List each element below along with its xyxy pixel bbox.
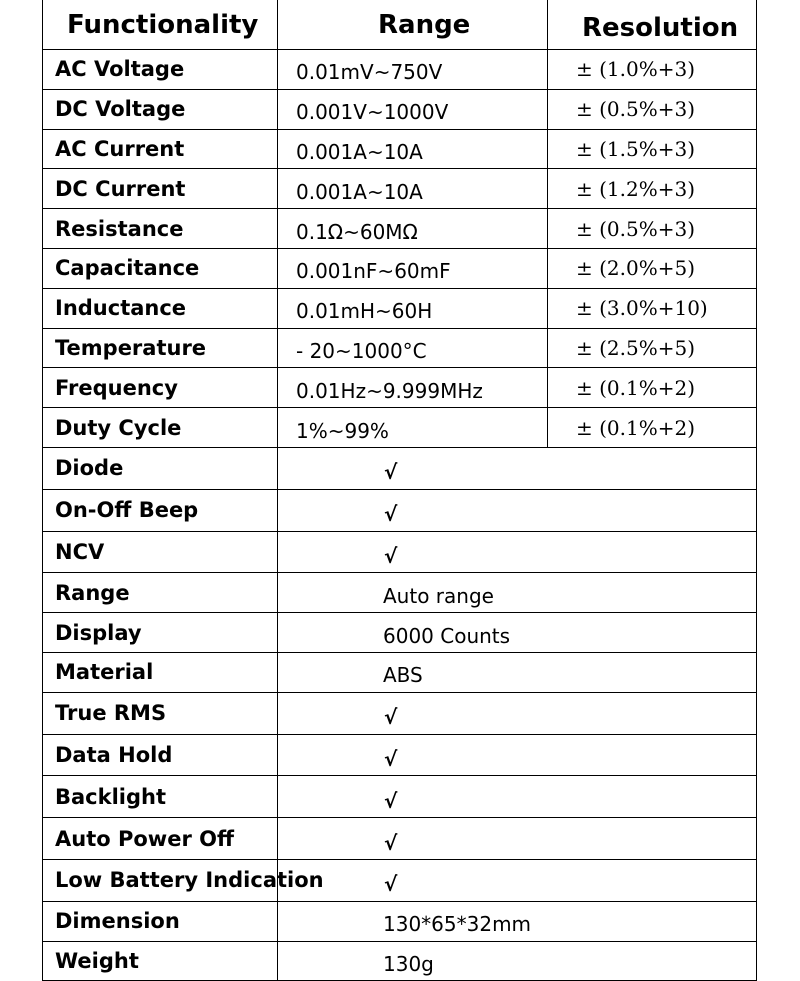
row-range: 0.01mH~60H [278,288,548,328]
feature-row [43,692,757,734]
row-resolution: ± (0.5%+3) [548,209,757,249]
measurement-row [43,248,757,288]
feature-row [43,613,757,653]
measurement-row [43,89,757,129]
row-range: - 20~1000°C [278,328,548,368]
spec-table [42,0,757,981]
row-label: Inductance [43,288,278,328]
row-value: ABS [278,652,757,692]
header-resolution: Resolution [548,0,757,50]
row-label: Duty Cycle [43,408,278,448]
row-range: 0.1Ω~60MΩ [278,209,548,249]
measurement-row [43,408,757,448]
row-value: Auto range [278,573,757,613]
row-label: DC Current [43,169,278,209]
check-mark-icon: √ [278,734,757,776]
feature-row [43,447,757,489]
row-label: Material [43,652,278,692]
check-mark-icon: √ [278,776,757,818]
row-label: Diode [43,447,278,489]
row-label: Auto Power Off [43,818,278,860]
row-label: AC Voltage [43,50,278,90]
row-resolution: ± (0.5%+3) [548,89,757,129]
row-label: Low Battery Indication [43,859,278,901]
measurement-row [43,328,757,368]
row-label: Capacitance [43,248,278,288]
feature-row [43,818,757,860]
row-range: 0.001A~10A [278,169,548,209]
measurement-row [43,169,757,209]
row-resolution: ± (0.1%+2) [548,408,757,448]
row-label: Backlight [43,776,278,818]
row-range: 0.01mV~750V [278,50,548,90]
feature-row [43,573,757,613]
measurement-row [43,368,757,408]
check-mark-icon: √ [278,447,757,489]
row-range: 0.01Hz~9.999MHz [278,368,548,408]
header-range: Range [278,0,548,50]
row-label: Range [43,573,278,613]
row-label: Dimension [43,901,278,941]
row-label: NCV [43,531,278,573]
row-label: Temperature [43,328,278,368]
check-mark-icon: √ [278,489,757,531]
feature-row [43,901,757,941]
feature-row [43,941,757,981]
measurement-row [43,288,757,328]
row-range: 0.001nF~60mF [278,248,548,288]
row-label: DC Voltage [43,89,278,129]
row-label: Display [43,613,278,653]
row-label: True RMS [43,692,278,734]
feature-row [43,652,757,692]
row-label: Data Hold [43,734,278,776]
check-mark-icon: √ [278,818,757,860]
feature-row [43,489,757,531]
row-label: Resistance [43,209,278,249]
row-resolution: ± (2.0%+5) [548,248,757,288]
row-range: 1%~99% [278,408,548,448]
measurement-row [43,129,757,169]
row-label: Frequency [43,368,278,408]
feature-row [43,859,757,901]
row-resolution: ± (1.5%+3) [548,129,757,169]
row-label: On-Off Beep [43,489,278,531]
row-range: 0.001A~10A [278,129,548,169]
check-mark-icon: √ [278,859,757,901]
header-row [43,0,757,50]
row-resolution: ± (1.2%+3) [548,169,757,209]
row-value: 130*65*32mm [278,901,757,941]
row-resolution: ± (3.0%+10) [548,288,757,328]
feature-row [43,531,757,573]
feature-row [43,734,757,776]
check-mark-icon: √ [278,692,757,734]
row-value: 130g [278,941,757,981]
spec-table-body [43,50,757,981]
measurement-row [43,209,757,249]
check-mark-icon: √ [278,531,757,573]
row-resolution: ± (1.0%+3) [548,50,757,90]
row-resolution: ± (2.5%+5) [548,328,757,368]
feature-row [43,776,757,818]
row-resolution: ± (0.1%+2) [548,368,757,408]
measurement-row [43,50,757,90]
header-functionality: Functionality [43,0,278,50]
row-range: 0.001V~1000V [278,89,548,129]
row-value: 6000 Counts [278,613,757,653]
row-label: AC Current [43,129,278,169]
row-label: Weight [43,941,278,981]
